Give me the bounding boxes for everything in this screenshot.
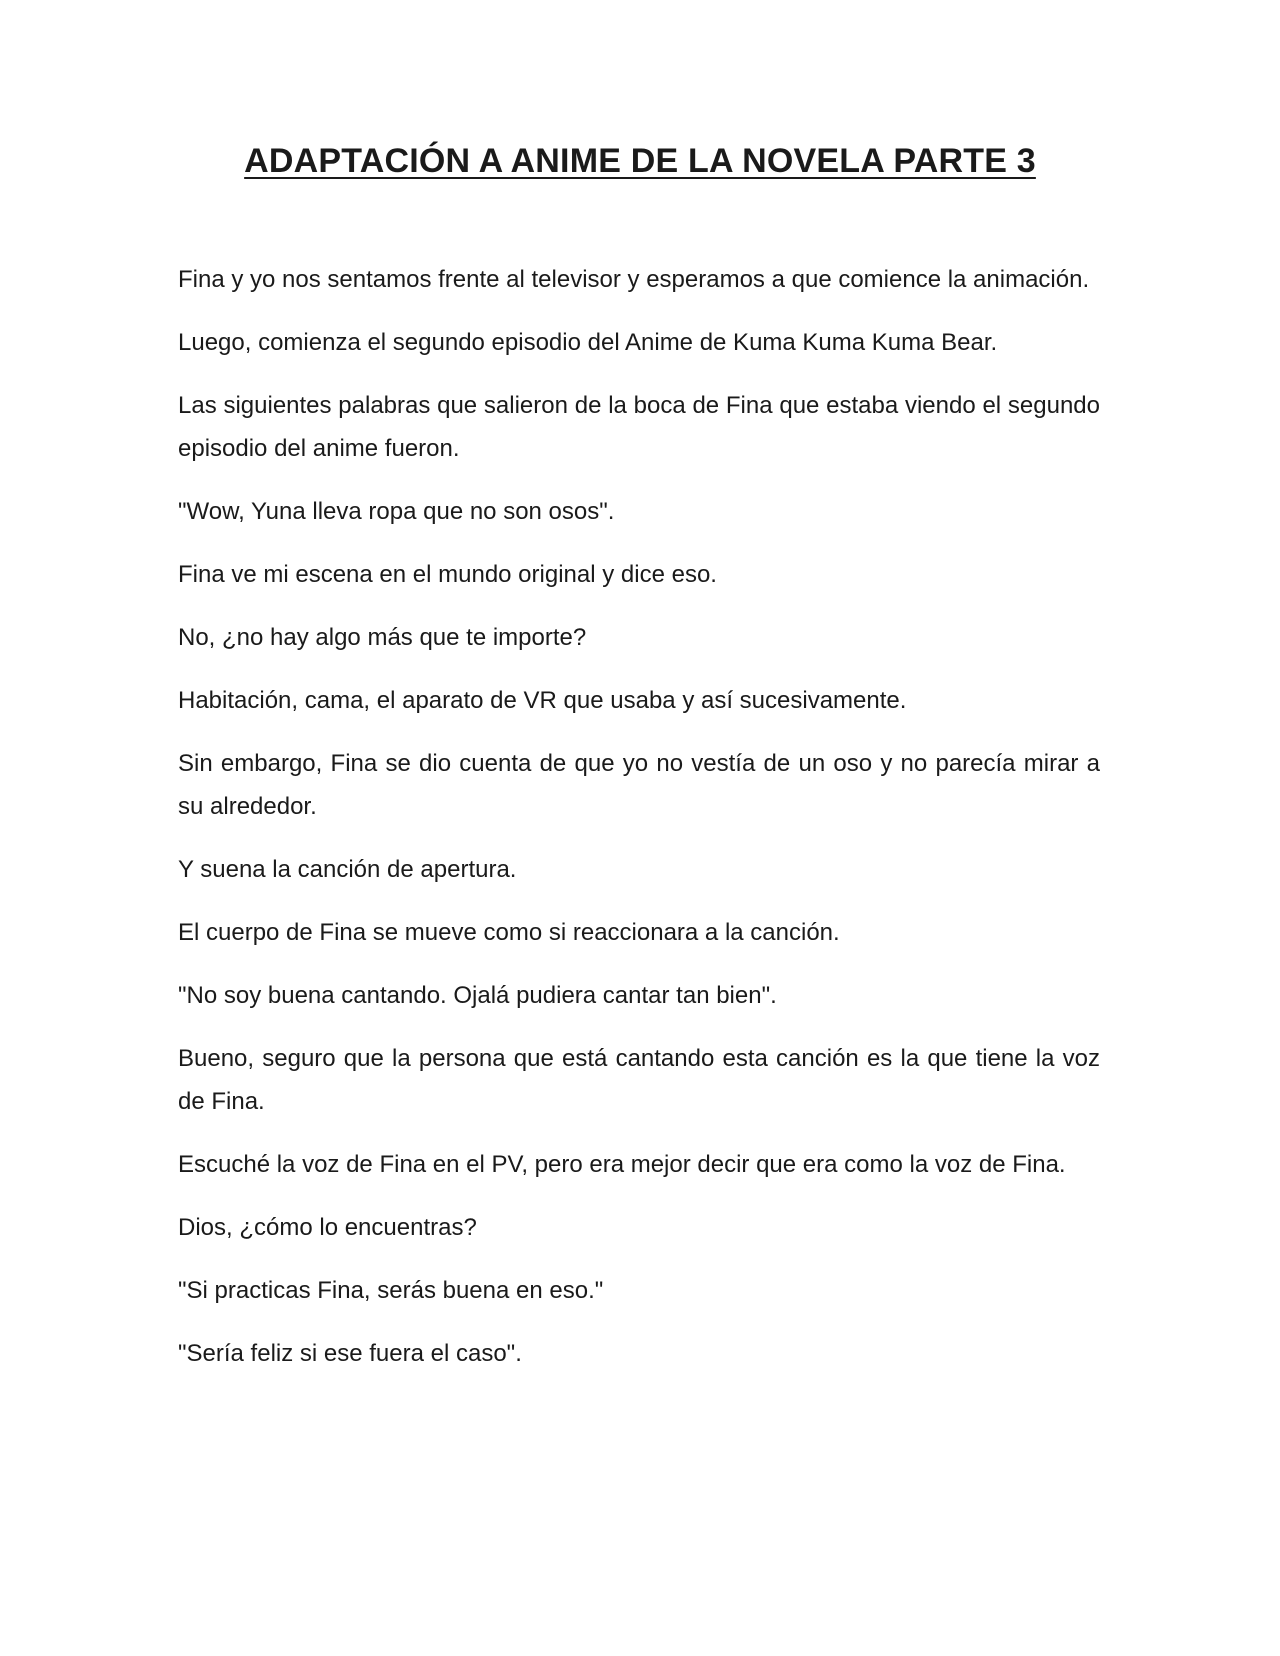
paragraph: "Wow, Yuna lleva ropa que no son osos". xyxy=(178,498,615,525)
paragraph: "Si practicas Fina, serás buena en eso." xyxy=(178,1277,604,1304)
paragraph: Luego, comienza el segundo episodio del Anime de Kuma Kuma Kuma Bear. xyxy=(178,329,998,356)
paragraph: "No soy buena cantando. Ojalá pudiera cantar tan bien". xyxy=(178,982,777,1009)
paragraph: Habitación, cama, el aparato de VR que usaba y así sucesivamente. xyxy=(178,687,907,714)
page-title: ADAPTACIÓN A ANIME DE LA NOVELA PARTE 3 xyxy=(244,142,1036,180)
paragraph: Fina y yo nos sentamos frente al televisor y esperamos a que comience la animación. xyxy=(178,266,1090,293)
body-text xyxy=(178,258,1100,1395)
paragraph: Dios, ¿cómo lo encuentras? xyxy=(178,1214,477,1241)
paragraph: No, ¿no hay algo más que te importe? xyxy=(178,624,587,651)
paragraph: Escuché la voz de Fina en el PV, pero era mejor decir que era como la voz de Fina. xyxy=(178,1151,1066,1178)
paragraph: Las siguientes palabras que salieron de la boca de Fina que estaba viendo el segundo episodio del anime fueron. xyxy=(178,392,1100,462)
paragraph: Fina ve mi escena en el mundo original y dice eso. xyxy=(178,561,717,588)
paragraph: Y suena la canción de apertura. xyxy=(178,856,517,883)
paragraph: Bueno, seguro que la persona que está cantando esta canción es la que tiene la voz de Fina. xyxy=(178,1045,1100,1115)
paragraph: Sin embargo, Fina se dio cuenta de que yo no vestía de un oso y no parecía mirar a su alrededor. xyxy=(178,750,1100,820)
paragraph: El cuerpo de Fina se mueve como si reaccionara a la canción. xyxy=(178,919,840,946)
paragraph: "Sería feliz si ese fuera el caso". xyxy=(178,1340,522,1367)
